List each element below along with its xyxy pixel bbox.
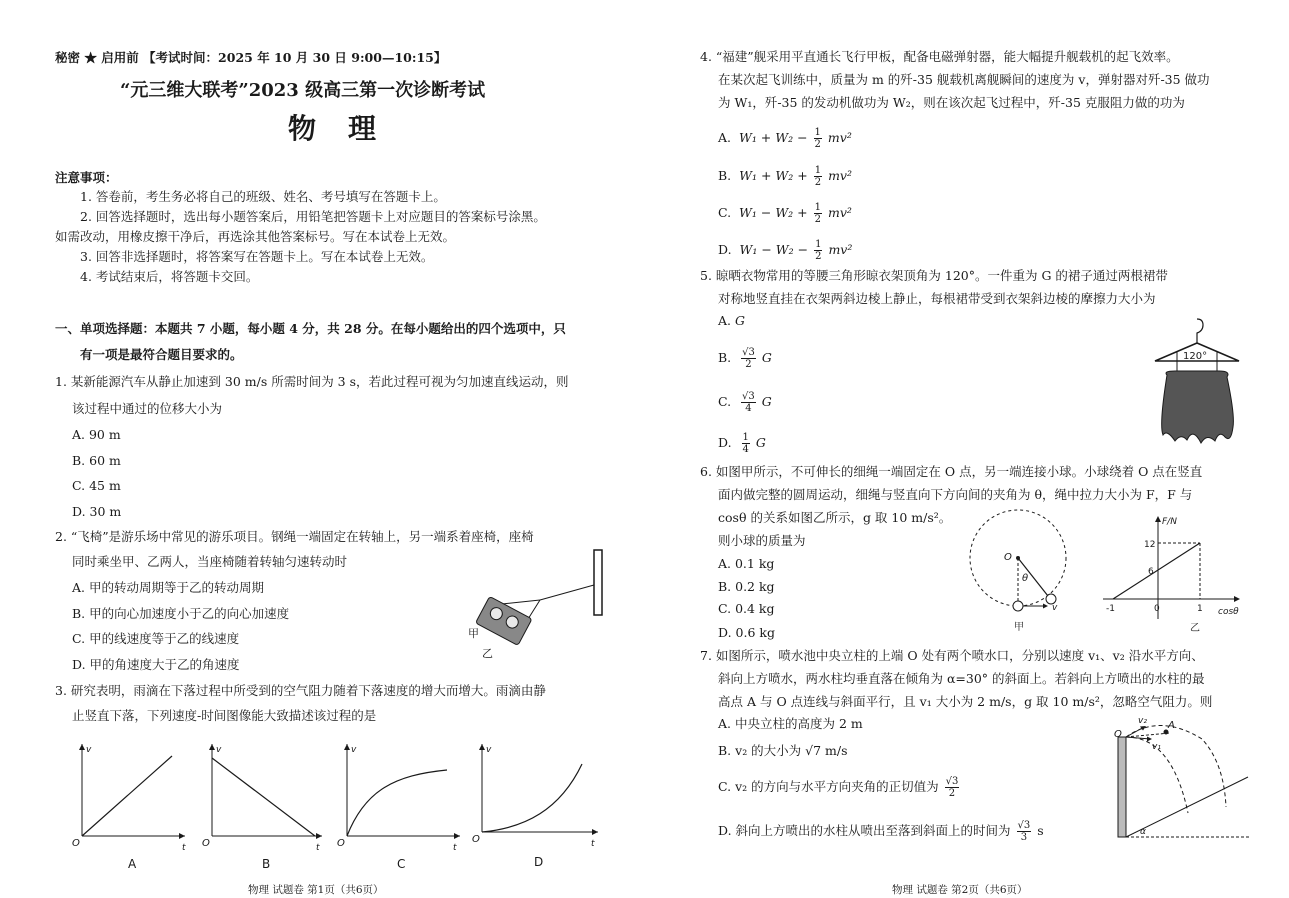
axis-t-label: t xyxy=(182,843,186,853)
q7-stem: 斜向上方喷水，两水柱均垂直落在倾角为 α=30° 的斜面上。若斜向上方喷出的水柱的最 xyxy=(718,671,1205,686)
q6-stem: 面内做完整的圆周运动，细绳与竖直向下方向间的夹角为 θ，绳中拉力大小为 F，F 与 xyxy=(718,487,1193,502)
q7-option-c: C. v₂ 的方向与水平方向夹角的正切值为 $\frac{√3}{2}$ xyxy=(718,776,959,799)
y-tick-label: 6 xyxy=(1148,567,1154,577)
notice-item: 4. 考试结束后，将答题卡交回。 xyxy=(80,269,259,284)
q2-stem: 同时乘坐甲、乙两人，当座椅随着转轴匀速转动时 xyxy=(72,554,348,569)
q1-option-d: D. 30 m xyxy=(72,504,122,519)
q1-stem: 该过程中通过的位移大小为 xyxy=(72,401,223,416)
v1-label: v₁ xyxy=(1152,742,1161,752)
x-tick-label: 1 xyxy=(1197,604,1203,614)
q5-option-b: B. $\frac{√3}{2}$ G xyxy=(718,347,772,370)
exam-page-2 xyxy=(650,0,1289,895)
q4-option-a: A. W₁ + W₂ − $\frac{1}{2}$ mv² xyxy=(718,127,852,150)
notice-heading: 注意事项： xyxy=(55,170,118,185)
q2-option-d: D. 甲的角速度大于乙的角速度 xyxy=(72,657,240,672)
axis-v-label: v xyxy=(86,745,92,755)
pivot-o-label: O xyxy=(1004,552,1012,563)
notice-item: 2. 回答选择题时，选出每小题答案后，用铅笔把答题卡上对应题目的答案标号涂黑。 xyxy=(80,209,546,224)
q4-option-b: B. W₁ + W₂ + $\frac{1}{2}$ mv² xyxy=(718,165,852,188)
q7-option-a: A. 中央立柱的高度为 2 m xyxy=(718,716,863,731)
q4-option-c: C. W₁ − W₂ + $\frac{1}{2}$ mv² xyxy=(718,202,852,225)
confidential-header: 秘密 ★ 启用前 【考试时间：2025 年 10 月 30 日 9:00—10:15】 xyxy=(55,50,447,65)
axis-t-label: t xyxy=(316,843,320,853)
graph-label: A xyxy=(128,857,137,871)
hanger-angle-label: 120° xyxy=(1183,351,1208,362)
q3-stem: 止竖直下落，下列速度-时间图像能大致描述该过程的是 xyxy=(72,708,377,723)
peak-a-label: A xyxy=(1168,720,1175,731)
q6-option-d: D. 0.6 kg xyxy=(718,625,775,640)
q5-stem: 5. 晾晒衣物常用的等腰三角形晾衣架顶角为 120°。一件重为 G 的裙子通过两根裙带 xyxy=(700,268,1168,283)
exam-page-1 xyxy=(0,0,640,895)
axis-t-label: t xyxy=(591,839,595,849)
velocity-label: v xyxy=(1052,603,1058,613)
section-heading-cont: 有一项是最符合题目要求的。 xyxy=(80,347,243,362)
page-footer: 物理 试题卷 第1页（共6页） xyxy=(248,884,384,896)
axis-cos-label: cosθ xyxy=(1218,607,1239,617)
q6-stem: cosθ 的关系如图乙所示，g 取 10 m/s²。 xyxy=(718,510,952,525)
x-tick-label: -1 xyxy=(1106,604,1115,614)
q5-option-a: A. G xyxy=(718,313,745,328)
axis-v-label: v xyxy=(486,745,492,755)
figure-jia-caption: 甲 xyxy=(1014,622,1024,633)
axis-f-label: F/N xyxy=(1162,517,1177,527)
graph-label: B xyxy=(262,857,271,871)
q3-stem: 3. 研究表明，雨滴在下落过程中所受到的空气阻力随着下落速度的增大而增大。雨滴由静 xyxy=(55,683,546,698)
q7-stem: 高点 A 与 O 点连线与斜面平行，且 v₁ 大小为 2 m/s，g 取 10 m/s²，忽略空气阻力。则 xyxy=(718,694,1213,709)
vt-graph-d xyxy=(470,740,605,870)
q1-option-c: C. 45 m xyxy=(72,478,121,493)
axis-t-label: t xyxy=(453,843,457,853)
q2-option-a: A. 甲的转动周期等于乙的转动周期 xyxy=(72,580,264,595)
q7-stem: 7. 如图所示，喷水池中央立柱的上端 O 处有两个喷水口，分别以速度 v₁、v₂ 沿水平方向、 xyxy=(700,648,1204,663)
figure-yi-caption: 乙 xyxy=(1190,623,1200,634)
q7-option-d: D. 斜向上方喷出的水柱从喷出至落到斜面上的时间为 $\frac{√3}{3}$ s xyxy=(718,820,1044,843)
graph-label: C xyxy=(397,857,406,871)
q4-option-d: D. W₁ − W₂ − $\frac{1}{2}$ mv² xyxy=(718,239,853,262)
swing-chair-figure xyxy=(460,545,610,665)
notice-item: 1. 答卷前，考生务必将自己的班级、姓名、考号填写在答题卡上。 xyxy=(80,189,446,204)
nozzle-o-label: O xyxy=(1114,729,1122,740)
notice-item: 如需改动，用橡皮擦干净后，再选涂其他答案标号。写在本试卷上无效。 xyxy=(55,229,456,244)
q6-option-c: C. 0.4 kg xyxy=(718,601,775,616)
q1-option-a: A. 90 m xyxy=(72,427,121,442)
q1-option-b: B. 60 m xyxy=(72,453,121,468)
q5-option-d: D. $\frac{1}{4}$ G xyxy=(718,432,766,455)
exam-title: “元三维大联考”2023 级高三第一次诊断考试 xyxy=(120,80,486,101)
q2-stem: 2. “飞椅”是游乐场中常见的游乐项目。钢绳一端固定在转轴上，另一端系着座椅，座椅 xyxy=(55,529,534,544)
subject-title: 物理 xyxy=(288,112,409,145)
q4-stem: 在某次起飞训练中，质量为 m 的歼-35 舰载机离舰瞬间的速度为 v，弹射器对歼-35 做功 xyxy=(718,72,1210,87)
q1-stem: 1. 某新能源汽车从静止加速到 30 m/s 所需时间为 3 s，若此过程可视为匀加速直线运动，则 xyxy=(55,374,569,389)
theta-label: θ xyxy=(1022,573,1029,584)
q4-stem: 为 W₁，歼-35 的发动机做功为 W₂，则在该次起飞过程中，歼-35 克服阻力做的功为 xyxy=(718,95,1185,110)
x-tick-label: 0 xyxy=(1154,604,1160,614)
origin-label: O xyxy=(337,838,345,849)
origin-label: O xyxy=(472,834,480,845)
vt-graph-c xyxy=(335,740,465,870)
origin-label: O xyxy=(72,838,80,849)
q4-stem: 4. “福建”舰采用平直通长飞行甲板，配备电磁弹射器，能大幅提升舰载机的起飞效率。 xyxy=(700,49,1179,64)
section-heading: 一、单项选择题：本题共 7 小题，每小题 4 分，共 28 分。在每小题给出的四个选项中，只 xyxy=(55,321,566,336)
circle-motion-figure xyxy=(966,508,1086,636)
q6-stem: 6. 如图甲所示，不可伸长的细绳一端固定在 O 点，另一端连接小球。小球绕着 O 点在竖直 xyxy=(700,464,1203,479)
hanger-figure xyxy=(1145,315,1245,450)
force-cos-graph xyxy=(1098,514,1248,636)
vt-graph-b xyxy=(200,740,330,870)
q2-option-b: B. 甲的向心加速度小于乙的向心加速度 xyxy=(72,606,290,621)
y-tick-label: 12 xyxy=(1144,540,1156,550)
q7-option-b: B. v₂ 的大小为 √7 m/s xyxy=(718,743,848,758)
graph-label: D xyxy=(534,855,544,869)
v2-label: v₂ xyxy=(1138,716,1147,726)
q5-option-c: C. $\frac{√3}{4}$ G xyxy=(718,391,772,414)
person-jia-label: 甲 xyxy=(468,627,479,640)
q6-stem: 则小球的质量为 xyxy=(718,533,806,548)
origin-label: O xyxy=(202,838,210,849)
alpha-label: α xyxy=(1140,827,1146,837)
fountain-figure xyxy=(1112,715,1252,843)
person-yi-label: 乙 xyxy=(482,647,493,660)
q5-stem: 对称地竖直挂在衣架两斜边棱上静止，每根裙带受到衣架斜边棱的摩擦力大小为 xyxy=(718,291,1156,306)
notice-item: 3. 回答非选择题时，将答案写在答题卡上。写在本试卷上无效。 xyxy=(80,249,434,264)
axis-v-label: v xyxy=(351,745,357,755)
page-footer: 物理 试题卷 第2页（共6页） xyxy=(892,884,1028,896)
q6-option-a: A. 0.1 kg xyxy=(718,556,775,571)
axis-v-label: v xyxy=(216,745,222,755)
q2-option-c: C. 甲的线速度等于乙的线速度 xyxy=(72,631,240,646)
vt-graph-a xyxy=(70,740,190,870)
q6-option-b: B. 0.2 kg xyxy=(718,579,775,594)
